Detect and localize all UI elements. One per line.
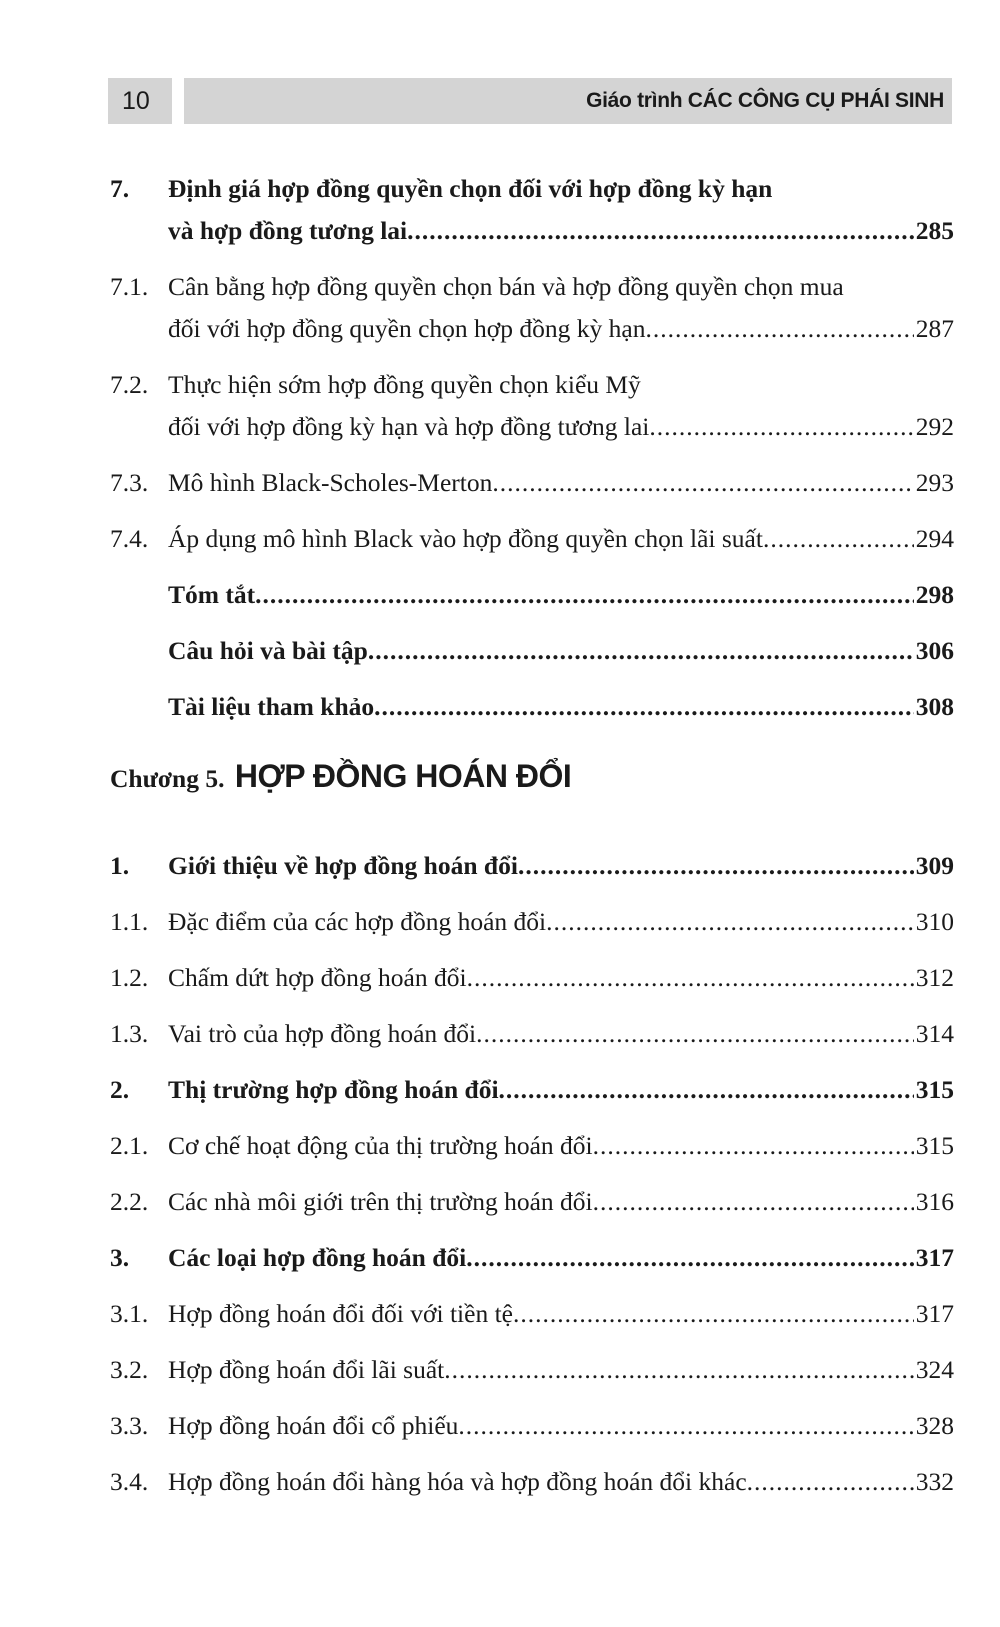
toc-entry-number: 2.2. bbox=[110, 1187, 149, 1216]
toc-entry-page: 312 bbox=[915, 963, 954, 992]
toc-section-chapter-4-end bbox=[110, 168, 954, 728]
toc-entry-number: 3.4. bbox=[110, 1467, 149, 1496]
toc-section-chapter-5 bbox=[110, 845, 954, 1503]
toc-entry-number: 2.1. bbox=[110, 1131, 149, 1160]
dot-leader bbox=[476, 1013, 914, 1055]
toc-entry bbox=[110, 266, 954, 350]
toc-entry-page: 298 bbox=[915, 580, 954, 609]
toc-entry bbox=[110, 1461, 954, 1503]
toc-entry bbox=[110, 1405, 954, 1447]
toc-entry-title-line: Thực hiện sớm hợp đồng quyền chọn kiểu Mỹ bbox=[168, 370, 641, 399]
toc-entry bbox=[110, 1181, 954, 1223]
toc-entry-page: 332 bbox=[915, 1467, 954, 1496]
toc-entry-page: 328 bbox=[915, 1411, 954, 1440]
toc-entry-number: 3.2. bbox=[110, 1355, 149, 1384]
toc-entry-title: Tài liệu tham khảo bbox=[168, 692, 375, 721]
dot-leader bbox=[747, 1461, 914, 1503]
chapter-title: HỢP ĐỒNG HOÁN ĐỔI bbox=[234, 758, 572, 794]
toc-entry-title-line: Cân bằng hợp đồng quyền chọn bán và hợp đồng quyền chọn mua bbox=[168, 272, 844, 301]
toc-entry-page: 308 bbox=[915, 692, 954, 721]
dot-leader bbox=[593, 1125, 914, 1167]
dot-leader bbox=[374, 686, 914, 728]
dot-leader bbox=[518, 845, 914, 887]
dot-leader bbox=[458, 1405, 913, 1447]
toc-entry bbox=[110, 1125, 954, 1167]
toc-entry-number: 2. bbox=[110, 1075, 130, 1104]
toc-entry-title: Các loại hợp đồng hoán đổi bbox=[168, 1243, 467, 1272]
toc-entry-page: 293 bbox=[915, 468, 954, 497]
toc-entry-title: đối với hợp đồng kỳ hạn và hợp đồng tương lai bbox=[168, 412, 650, 441]
dot-leader bbox=[593, 1181, 914, 1223]
toc-entry-number: 1.3. bbox=[110, 1019, 149, 1048]
toc-entry-title: Chấm dứt hợp đồng hoán đổi bbox=[168, 963, 467, 992]
dot-leader bbox=[763, 518, 914, 560]
toc-entry bbox=[110, 630, 954, 672]
toc-entry-number: 7. bbox=[110, 174, 130, 203]
dot-leader bbox=[255, 574, 914, 616]
toc-entry-page: 314 bbox=[915, 1019, 954, 1048]
dot-leader bbox=[499, 1069, 914, 1111]
toc-entry-number: 7.3. bbox=[110, 468, 149, 497]
toc-entry-number: 1.1. bbox=[110, 907, 149, 936]
toc-entry-page: 317 bbox=[915, 1299, 954, 1328]
chapter-heading bbox=[110, 756, 954, 799]
toc-entry-title: Hợp đồng hoán đổi cổ phiếu bbox=[168, 1411, 459, 1440]
chapter-label: Chương 5. bbox=[110, 764, 225, 793]
toc-entry bbox=[110, 957, 954, 999]
toc-entry-title: Vai trò của hợp đồng hoán đổi bbox=[168, 1019, 477, 1048]
toc-entry-title: Câu hỏi và bài tập bbox=[168, 636, 368, 665]
page-number: 10 bbox=[108, 78, 172, 124]
toc-entry-title: Hợp đồng hoán đổi lãi suất bbox=[168, 1355, 445, 1384]
toc-entry-number: 7.4. bbox=[110, 524, 149, 553]
page-header bbox=[108, 78, 952, 124]
dot-leader bbox=[467, 957, 914, 999]
toc-entry-number: 1. bbox=[110, 851, 130, 880]
toc-entry-number: 7.1. bbox=[110, 272, 149, 301]
toc-entry bbox=[110, 462, 954, 504]
toc-entry-number bbox=[110, 574, 168, 616]
toc-entry-number: 3.3. bbox=[110, 1411, 149, 1440]
toc-entry bbox=[110, 364, 954, 448]
toc-entry-page: 316 bbox=[915, 1187, 954, 1216]
toc-entry bbox=[110, 168, 954, 252]
toc-entry-page: 309 bbox=[915, 851, 954, 880]
table-of-contents bbox=[110, 168, 954, 1517]
toc-entry bbox=[110, 1013, 954, 1055]
toc-entry-title: Mô hình Black-Scholes-Merton bbox=[168, 468, 493, 497]
dot-leader bbox=[466, 1237, 913, 1279]
toc-entry-page: 306 bbox=[915, 636, 954, 665]
toc-entry-page: 285 bbox=[915, 216, 954, 245]
toc-entry-number: 3. bbox=[110, 1243, 130, 1272]
toc-entry-title: Hợp đồng hoán đổi hàng hóa và hợp đồng hoán đổi khác bbox=[168, 1467, 747, 1496]
toc-entry-title: đối với hợp đồng quyền chọn hợp đồng kỳ hạn bbox=[168, 314, 646, 343]
toc-entry-page: 292 bbox=[915, 412, 954, 441]
toc-entry-number: 3.1. bbox=[110, 1299, 149, 1328]
toc-entry-number: 1.2. bbox=[110, 963, 149, 992]
dot-leader bbox=[645, 308, 913, 350]
dot-leader bbox=[407, 210, 914, 252]
toc-entry-page: 315 bbox=[915, 1075, 954, 1104]
dot-leader bbox=[546, 901, 914, 943]
toc-entry-title: và hợp đồng tương lai bbox=[168, 216, 408, 245]
dot-leader bbox=[492, 462, 913, 504]
toc-entry-page: 294 bbox=[915, 524, 954, 553]
toc-entry-title: Thị trường hợp đồng hoán đổi bbox=[168, 1075, 499, 1104]
toc-entry-title: Cơ chế hoạt động của thị trường hoán đổi bbox=[168, 1131, 593, 1160]
toc-entry-title: Hợp đồng hoán đổi đối với tiền tệ bbox=[168, 1299, 513, 1328]
toc-entry bbox=[110, 901, 954, 943]
toc-entry-page: 324 bbox=[915, 1355, 954, 1384]
dot-leader bbox=[513, 1293, 914, 1335]
toc-entry-number: 7.2. bbox=[110, 370, 149, 399]
running-title: Giáo trình CÁC CÔNG CỤ PHÁI SINH bbox=[184, 78, 952, 124]
toc-entry-title: Áp dụng mô hình Black vào hợp đồng quyền chọn lãi suất bbox=[168, 524, 763, 553]
toc-entry-title-line: Định giá hợp đồng quyền chọn đối với hợp đồng kỳ hạn bbox=[168, 174, 773, 203]
toc-entry-title: Các nhà môi giới trên thị trường hoán đổi bbox=[168, 1187, 593, 1216]
toc-entry bbox=[110, 1069, 954, 1111]
toc-entry bbox=[110, 845, 954, 887]
toc-entry bbox=[110, 574, 954, 616]
toc-entry-page: 317 bbox=[915, 1243, 954, 1272]
toc-entry bbox=[110, 518, 954, 560]
toc-entry bbox=[110, 1349, 954, 1391]
toc-entry bbox=[110, 1293, 954, 1335]
toc-entry-title: Tóm tắt bbox=[168, 580, 256, 609]
toc-entry-title: Đặc điểm của các hợp đồng hoán đổi bbox=[168, 907, 547, 936]
dot-leader bbox=[368, 630, 914, 672]
dot-leader bbox=[444, 1349, 914, 1391]
toc-entry-title: Giới thiệu về hợp đồng hoán đổi bbox=[168, 851, 518, 880]
toc-entry-page: 315 bbox=[915, 1131, 954, 1160]
toc-entry bbox=[110, 686, 954, 728]
toc-entry bbox=[110, 1237, 954, 1279]
toc-entry-page: 287 bbox=[915, 314, 954, 343]
dot-leader bbox=[649, 406, 913, 448]
toc-entry-number bbox=[110, 686, 168, 728]
toc-entry-number bbox=[110, 630, 168, 672]
toc-entry-page: 310 bbox=[915, 907, 954, 936]
